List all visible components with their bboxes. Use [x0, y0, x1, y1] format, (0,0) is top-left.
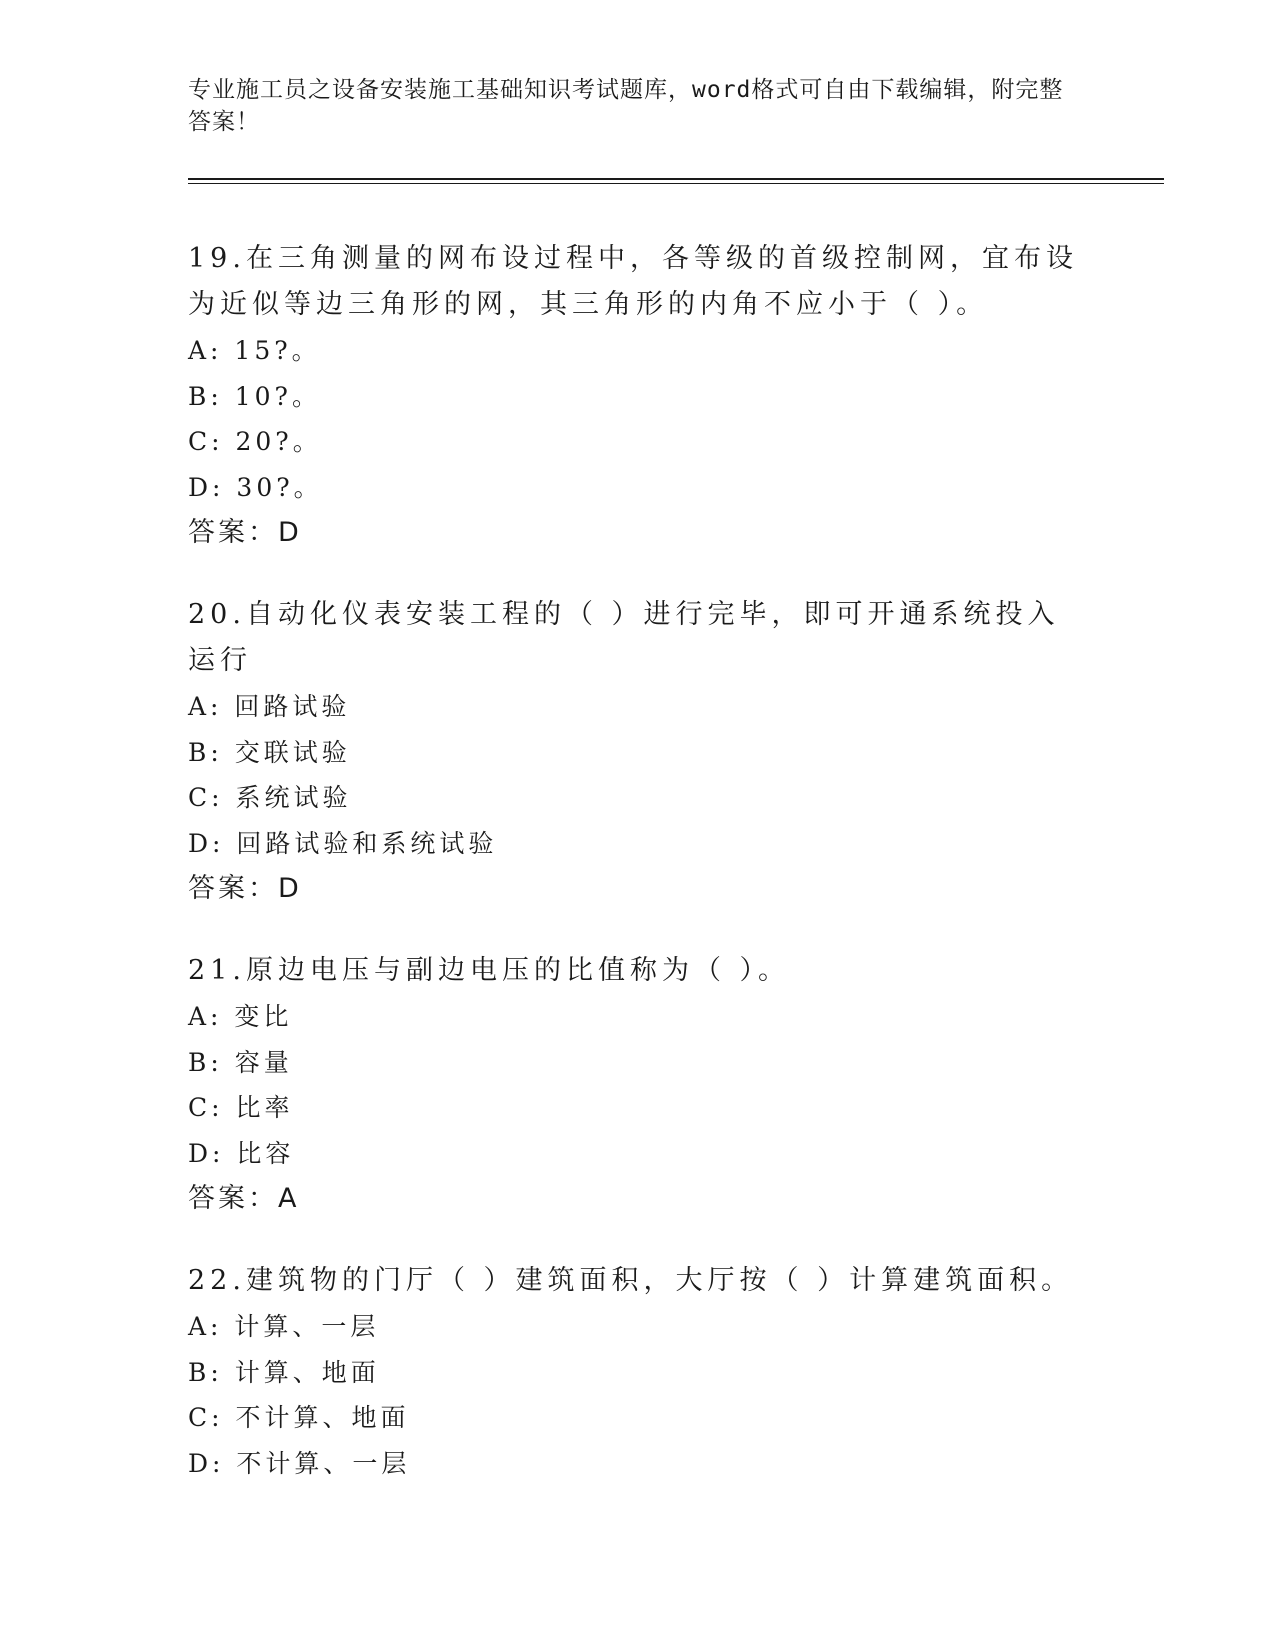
option-b: B: 容量	[188, 1047, 293, 1077]
option-d: D: 不计算、一层	[188, 1448, 411, 1478]
question-21	[188, 948, 1088, 1222]
answer-line: 答案：D	[188, 517, 302, 548]
option-d: D: 回路试验和系统试验	[188, 828, 498, 858]
question-list	[188, 236, 1088, 1522]
question-20	[188, 592, 1088, 912]
question-stem: 19.在三角测量的网布设过程中，各等级的首级控制网，宜布设为近似等边三角形的网，其三角形的内角不应小于（ ）。	[188, 243, 1078, 320]
option-b: B: 10?。	[188, 381, 321, 411]
question-stem: 21.原边电压与副边电压的比值称为（ ）。	[188, 955, 791, 986]
answer-line: 答案：A	[188, 1183, 300, 1214]
option-c: C: 比率	[188, 1093, 294, 1122]
header-divider-thin	[188, 183, 1164, 184]
question-stem: 22.建筑物的门厅（ ）建筑面积，大厅按（ ）计算建筑面积。	[188, 1265, 1074, 1296]
option-b: B: 交联试验	[188, 737, 351, 767]
option-a: A: 15?。	[188, 336, 321, 365]
header-divider-thick	[188, 178, 1164, 180]
question-19	[188, 236, 1088, 556]
document-header	[188, 74, 1068, 138]
option-a: A: 回路试验	[188, 692, 351, 721]
option-c: C: 20?。	[188, 427, 322, 456]
answer-line: 答案：D	[188, 873, 302, 904]
option-d: D: 30?。	[188, 472, 323, 502]
option-a: A: 变比	[188, 1002, 293, 1031]
question-stem: 20.自动化仪表安装工程的（ ）进行完毕，即可开通系统投入运行	[188, 599, 1060, 676]
option-c: C: 系统试验	[188, 783, 352, 812]
header-text: 专业施工员之设备安装施工基础知识考试题库，word格式可自由下载编辑，附完整答案！	[188, 77, 1064, 135]
option-d: D: 比容	[188, 1138, 295, 1168]
option-c: C: 不计算、地面	[188, 1403, 410, 1432]
option-a: A: 计算、一层	[188, 1312, 380, 1341]
question-22	[188, 1258, 1088, 1486]
option-b: B: 计算、地面	[188, 1357, 380, 1387]
